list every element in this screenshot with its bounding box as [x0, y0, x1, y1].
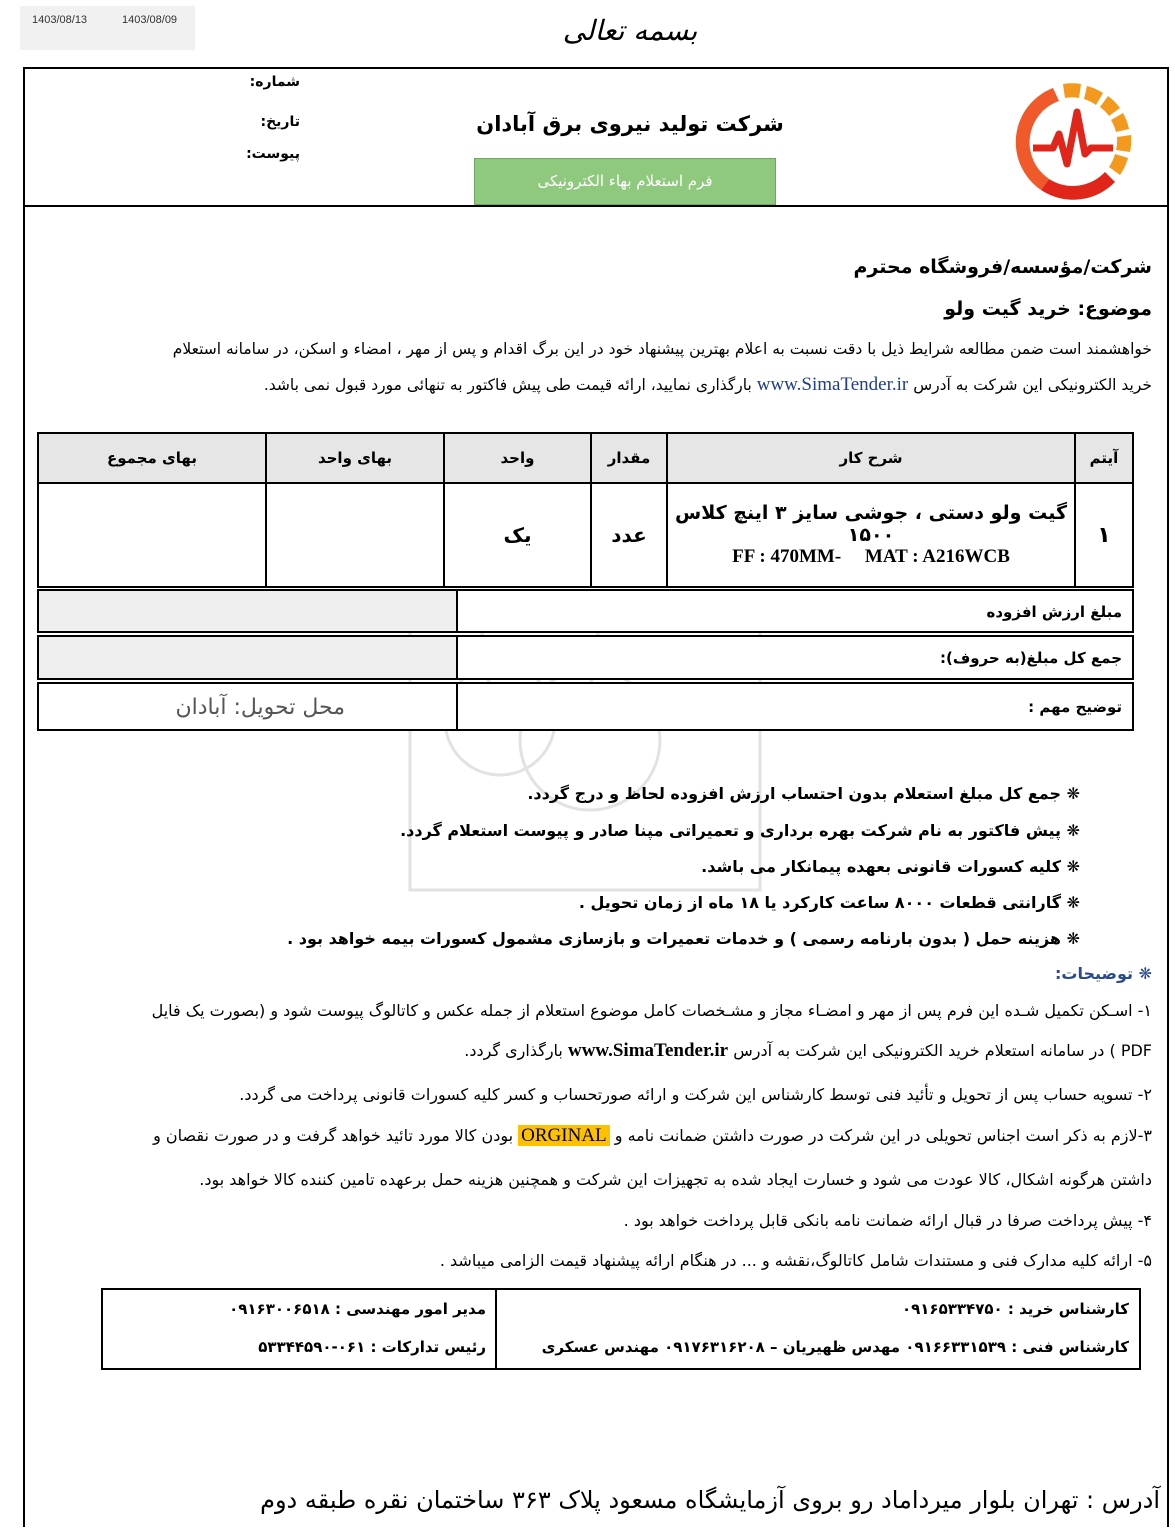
contacts-box	[101, 1288, 1141, 1370]
intro-line-1: خواهشمند است ضمن مطالعه شرایط ذیل با دقت نسبت به اعلام بهترین پیشنهاد خود در این برگ اقدام و پس از مهر ، امضاء و اسکن، در سامانه استعلام	[172, 340, 1152, 358]
table-header-row	[38, 433, 1133, 483]
bullet-2-text: پیش فاکتور به نام شرکت بهره برداری و تعمیراتی مپنا صادر و پیوست استعلام گردد.	[400, 821, 1062, 840]
total-words-row	[37, 635, 1134, 680]
bullet-5: ❋ هزینه حمل ( بدون بارنامه رسمی ) و خدمات تعمیرات و بازسازی مشمول کسورات بیمه خواهد بود .	[287, 929, 1080, 948]
important-row	[37, 682, 1134, 731]
note-3-post: بودن کالا مورد تائید خواهد گرفت و در صورت نقصان و	[153, 1126, 514, 1145]
form-title-badge: فرم استعلام بهاء الکترونیکی	[474, 158, 776, 205]
note-url-link[interactable]: www.SimaTender.ir	[567, 1040, 729, 1061]
total-words-value[interactable]	[39, 637, 460, 678]
vat-row	[37, 589, 1134, 633]
note-1-line-1: ۱- اسـکن تکمیل شـده این فرم پس از مهر و امضـاء مجاز و مشـخصات کامل موضوع استعلام از جمله عکس و کاتالوگ پیوست شود و (بصورت یک فایل	[151, 1001, 1152, 1020]
note-3-pre: ۳-لازم به ذکر است اجناس تحویلی در این شرکت در صورت داشتن ضمانت نامه و	[614, 1126, 1152, 1145]
bullet-1-text: جمع کل مبلغ استعلام بدون احتساب ارزش افزوده لحاظ و درج گردد.	[527, 784, 1062, 803]
note-5: ۵- ارائه کلیه مدارک فنی و مستندات شامل کاتالوگ،نقشه و ... در هنگام ارائه پیشنهاد قیمت الزامی میباشد .	[439, 1251, 1152, 1270]
vat-label: مبلغ ارزش افزوده	[456, 591, 1132, 631]
attachment-label: پیوست:	[246, 146, 300, 162]
company-name: شرکت تولید نیروی برق آبادان	[476, 112, 784, 136]
contacts-divider	[495, 1290, 497, 1368]
cell-total-price[interactable]	[38, 483, 266, 587]
bullet-3-text: کلیه کسورات قانونی بعهده پیمانکار می باشد.	[701, 857, 1062, 876]
subject: موضوع: خرید گیت ولو	[944, 298, 1152, 320]
cell-unit: یک	[444, 483, 591, 587]
bullet-2: ❋ پیش فاکتور به نام شرکت بهره برداری و تعمیراتی مپنا صادر و پیوست استعلام گردد.	[400, 821, 1080, 840]
items-table	[37, 432, 1134, 588]
header-unit-price: بهای واحد	[266, 433, 444, 483]
header-total-price: بهای مجموع	[38, 433, 266, 483]
bullet-4-text: گارانتی قطعات ۸۰۰۰ ساعت کارکرد یا ۱۸ ماه از زمان تحویل .	[578, 893, 1062, 912]
note-4: ۴- پیش پرداخت صرفا در قبال ارائه ضمانت نامه بانکی قابل پرداخت خواهد بود .	[623, 1211, 1152, 1230]
header-unit: واحد	[444, 433, 591, 483]
note-3-line-2: داشتن هرگونه اشکال، کالا عودت می شود و خسارت ایجاد شده به تجهیزات این شرکت و همچنین هزینه حمل برعهده تامین کننده کالا خواهد بود.	[199, 1170, 1152, 1189]
date-2: 1403/08/09	[122, 14, 178, 26]
cell-description	[667, 483, 1075, 587]
cell-unit-price[interactable]	[266, 483, 444, 587]
addressee: شرکت/مؤسسه/فروشگاه محترم	[853, 256, 1152, 278]
bullet-5-text: هزینه حمل ( بدون بارنامه رسمی ) و خدمات تعمیرات و بازسازی مشمول کسورات بیمه خواهد بود .	[287, 929, 1062, 948]
technical-contact: کارشناس فنی : ۰۹۱۶۶۳۳۱۵۳۹ مهدس ظهیریان – ۰۹۱۷۶۳۱۶۲۰۸ مهندس عسکری	[541, 1338, 1129, 1356]
number-label: شماره:	[249, 74, 300, 90]
date-box	[20, 6, 195, 50]
description-line-1: گیت ولو دستی ، جوشی سایز ۳ اینچ کلاس ۱۵۰۰	[674, 502, 1068, 546]
note-1-line-2-post: بارگذاری گردد.	[464, 1041, 563, 1060]
company-logo	[1008, 78, 1138, 206]
total-words-label: جمع کل مبلغ(به حروف):	[456, 637, 1132, 678]
cell-item: ۱	[1075, 483, 1133, 587]
intro-line-2	[20, 374, 1152, 396]
header-quantity: مقدار	[591, 433, 667, 483]
important-label: توضیح مهم :	[456, 684, 1132, 729]
header-item: آیتم	[1075, 433, 1133, 483]
notes-title: ❋ توضیحات:	[1054, 964, 1152, 983]
procurement-contact: رئیس تدارکات : ۰۶۱-۵۳۳۴۴۵۹۰	[258, 1338, 486, 1356]
intro-url-link[interactable]: www.SimaTender.ir	[756, 374, 909, 395]
note-2: ۲- تسویه حساب پس از تحویل و تأئید فنی توسط کارشناس این شرکت و ارائه صورتحساب و کسر کلیه کسورات قانونی پرداخت می گردد.	[239, 1085, 1152, 1104]
note-3-line-1	[22, 1125, 1152, 1147]
date-label: تاریخ:	[260, 114, 300, 130]
buyer-contact: کارشناس خرید : ۰۹۱۶۵۳۳۴۷۵۰	[901, 1300, 1129, 1318]
notes-title-text: توضیحات:	[1054, 964, 1134, 983]
note-1-line-2	[22, 1040, 1152, 1062]
delivery-location: محل تحویل: آبادان	[175, 695, 345, 720]
bullet-3: ❋ کلیه کسورات قانونی بعهده پیمانکار می باشد.	[701, 857, 1080, 876]
cell-quantity: عدد	[591, 483, 667, 587]
bullet-4: ❋ گارانتی قطعات ۸۰۰۰ ساعت کارکرد یا ۱۸ ماه از زمان تحویل .	[578, 893, 1080, 912]
intro-line-2-post: بارگذاری نمایید، ارائه قیمت طی پیش فاکتور به تنهائی مورد قبول نمی باشد.	[263, 376, 752, 394]
date-1: 1403/08/13	[32, 14, 88, 26]
note-1-line-2-pre: PDF ) در سامانه استعلام خرید الکترونیکی این شرکت به آدرس	[733, 1041, 1152, 1060]
header-description: شرح کار	[667, 433, 1075, 483]
eng-manager-contact: مدیر امور مهندسی : ۰۹۱۶۳۰۰۶۵۱۸	[229, 1300, 486, 1318]
description-line-2: FF : 470MM- MAT : A216WCB	[732, 546, 1010, 567]
table-row	[38, 483, 1133, 587]
bismillah: بسمه تعالی	[562, 14, 698, 47]
bullet-1: ❋ جمع کل مبلغ استعلام بدون احتساب ارزش افزوده لحاظ و درج گردد.	[527, 784, 1080, 803]
vat-value[interactable]	[39, 591, 460, 631]
intro-line-2-pre: خرید الکترونیکی این شرکت به آدرس	[913, 376, 1152, 394]
address: آدرس : تهران بلوار میرداماد رو بروی آزمایشگاه مسعود پلاک ۳۶۳ ساختمان نقره طبقه دوم	[260, 1486, 1160, 1514]
orginal-highlight: ORGINAL	[518, 1125, 610, 1146]
